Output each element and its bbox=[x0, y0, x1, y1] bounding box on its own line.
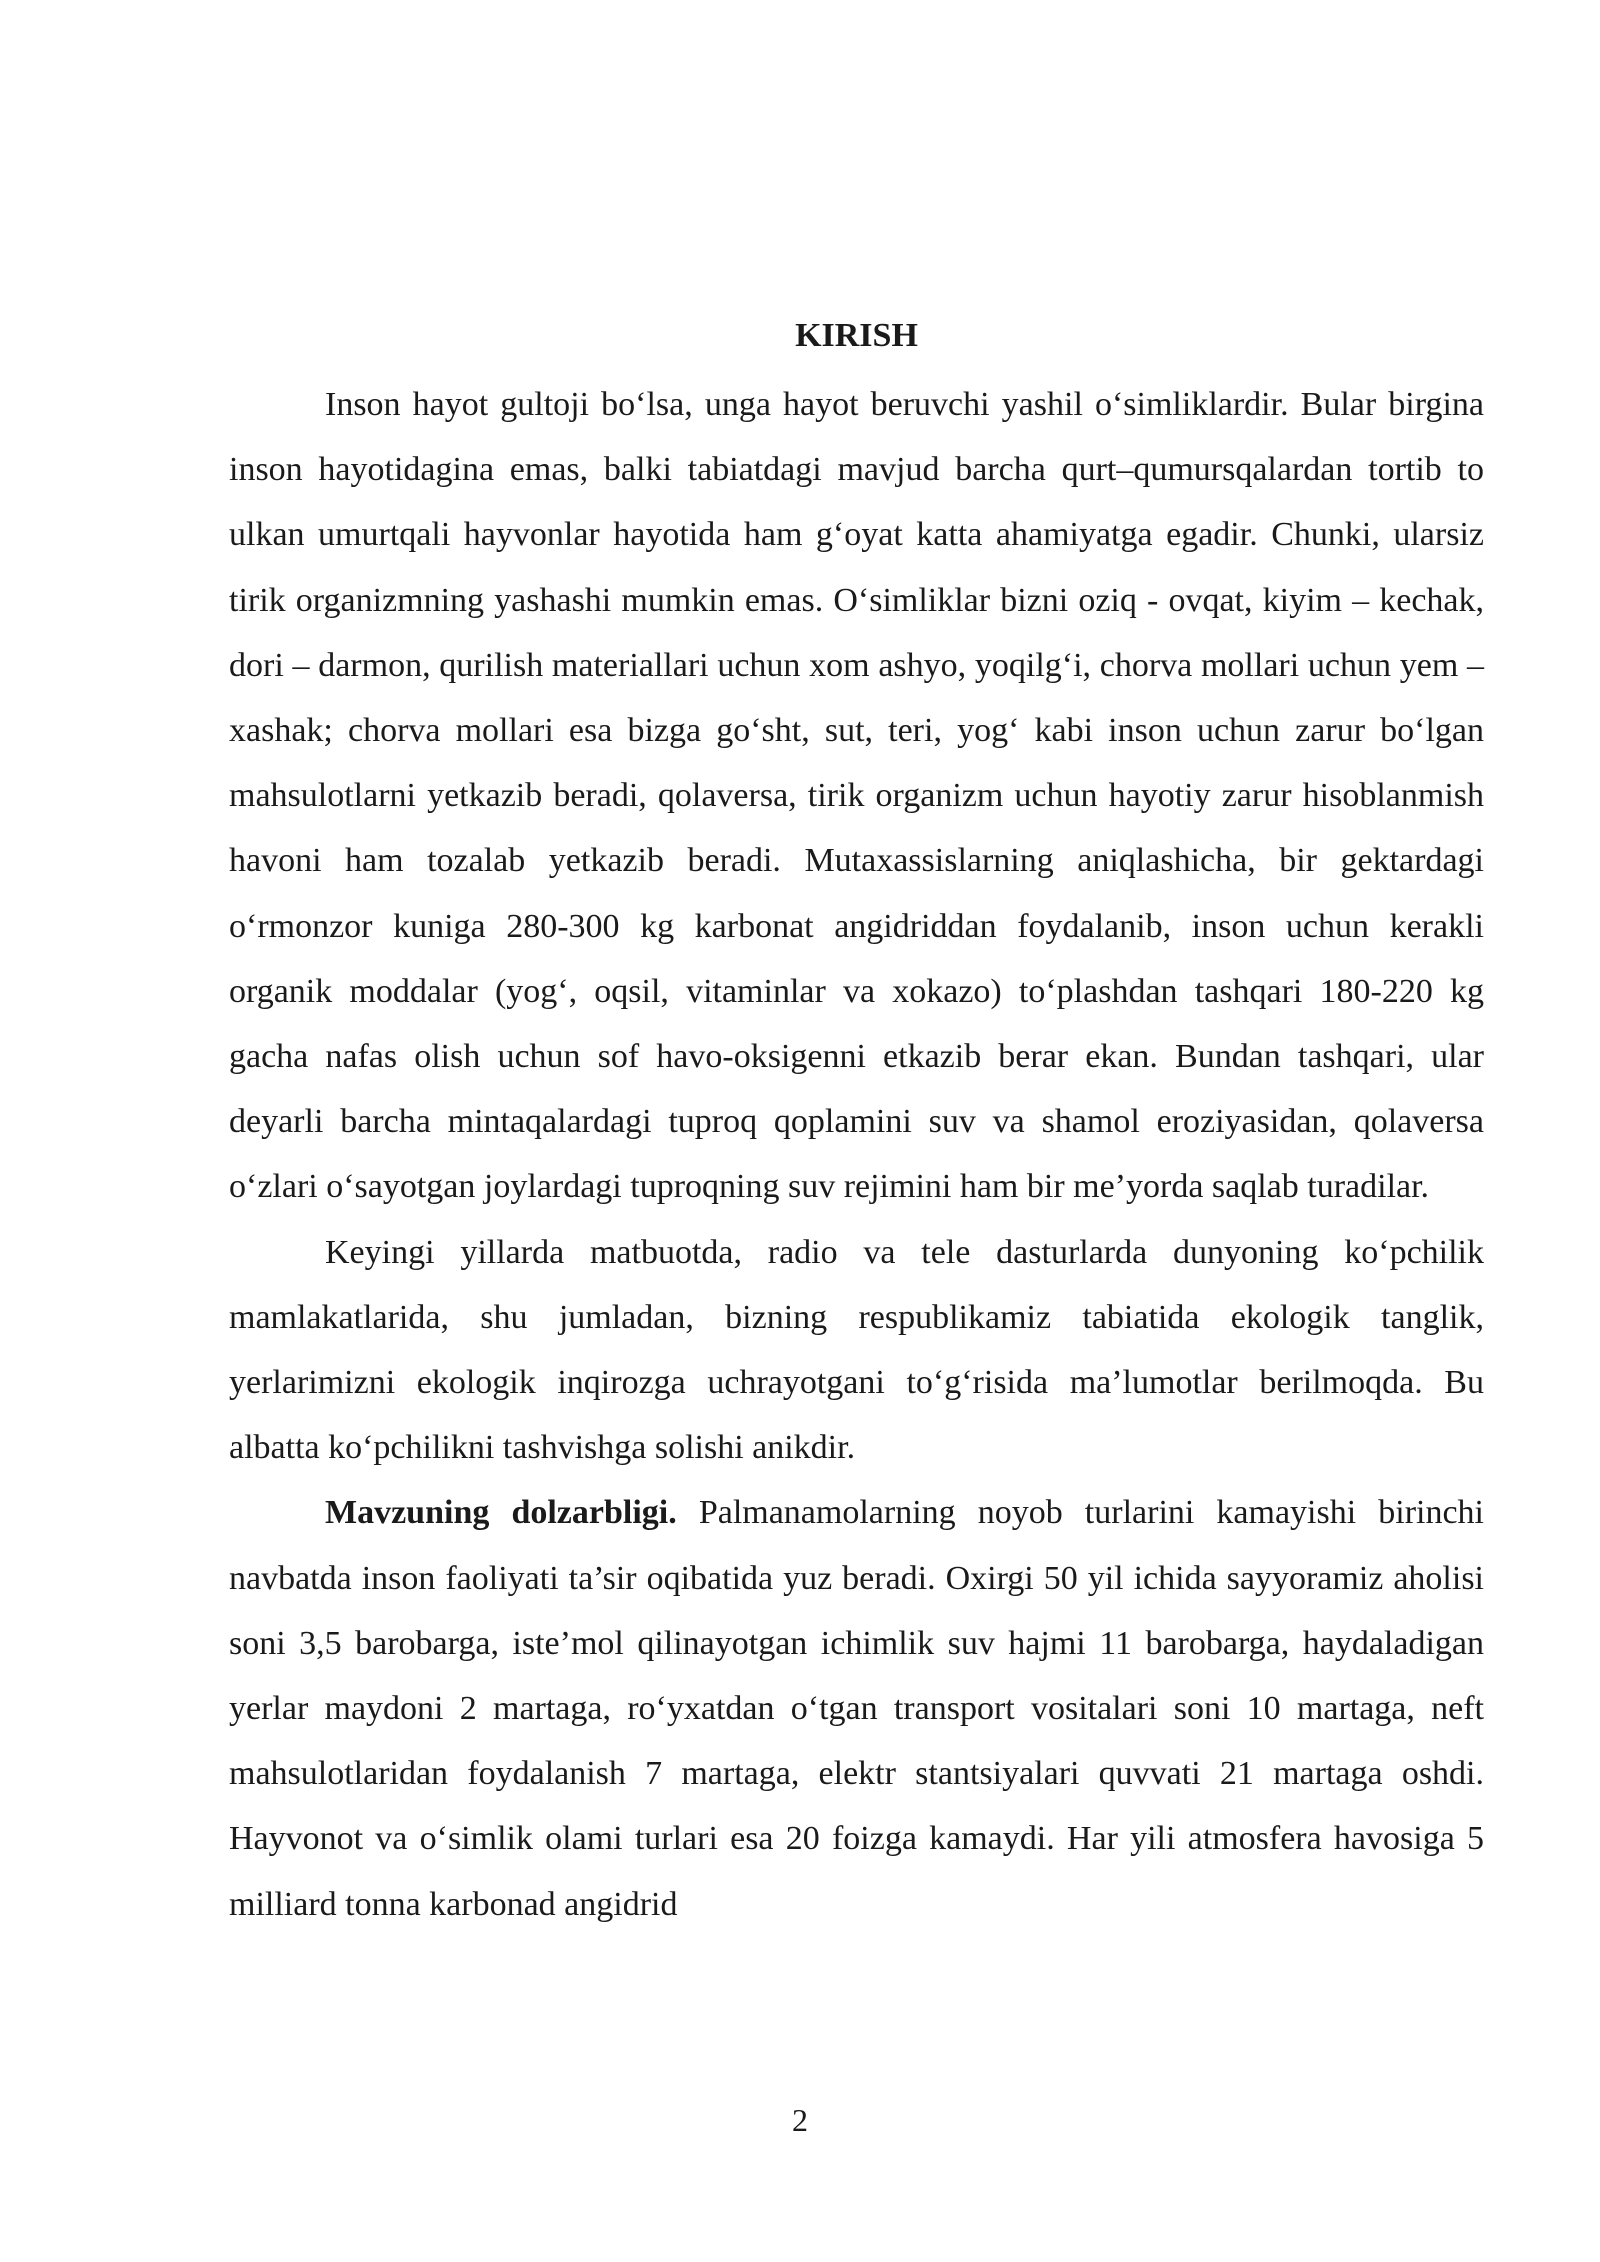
paragraph-intro bbox=[229, 372, 1484, 1220]
paragraph-text: Keyingi yillarda matbuotda, radio va tele dasturlarda dunyoning ko‘pchilik mamlakatlarida, shu jumladan, bizning respublikamiz tabiatida ekologik tanglik, yerlarimizni ekologik inqirozga uchrayotgani to‘g‘risida ma’lumotlar berilmoqda. Bu albatta ko‘pchilikni tashvishga solishi anikdir. bbox=[229, 1233, 1484, 1467]
paragraph-ecology bbox=[229, 1220, 1484, 1481]
section-heading: KIRISH bbox=[795, 317, 918, 354]
page-body bbox=[229, 308, 1484, 1937]
paragraph-text: Palmanamolarning noyob turlarini kamayishi birinchi navbatda inson faoliyati ta’sir oqibatida yuz beradi. Oxirgi 50 yil ichida sayyoramiz aholisi soni 3,5 barobarga, iste’mol qilinayotgan ichimlik suv hajmi 11 barobarga, haydaladigan yerlar maydoni 2 martaga, ro‘yxatdan o‘tgan transport vositalari soni 10 martaga, neft mahsulotlaridan foydalanish 7 martaga, elektr stantsiyalari quvvati 21 martaga oshdi. Hayvonot va o‘simlik olami turlari esa 20 foizga kamaydi. Har yili atmosfera havosiga 5 milliard tonna karbonad angidrid bbox=[229, 1494, 1485, 1923]
paragraph-text: Inson hayot gultoji bo‘lsa, unga hayot beruvchi yashil o‘simliklardir. Bular birgina inson hayotidagina emas, balki tabiatdagi mavjud barcha qurt–qumursqalardan tortib to ulkan umurtqali hayvonlar hayotida ham g‘oyat katta ahamiyatga egadir. Chunki, ularsiz tirik organizmning yashashi mumkin emas. O‘simliklar bizni oziq - ovqat, kiyim – kechak, dori – darmon, qurilish materiallari uchun xom ashyo, yoqilg‘i, chorva mollari uchun yem – xashak; chorva mollari esa bizga go‘sht, sut, teri, yog‘ kabi inson uchun zarur bo‘lgan mahsulotlarni yetkazib beradi, qolaversa, tirik organizm uchun hayotiy zarur hisoblanmish havoni ham tozalab yetkazib beradi. Mutaxassislarning aniqlashicha, bir gektardagi o‘rmonzor kuniga 280-300 kg karbonat angidriddan foydalanib, inson uchun kerakli organik moddalar (yog‘, oqsil, vitaminlar va xokazo) to‘plashdan tashqari 180-220 kg gacha nafas olish uchun sof havo-oksigenni etkazib berar ekan. Bundan tashqari, ular deyarli barcha mintaqalardagi tuproq qoplamini suv va shamol eroziyasidan, qolaversa o‘zlari o‘sayotgan joylardagi tuproqning suv rejimini ham bir me’yorda saqlab turadilar. bbox=[229, 386, 1484, 1206]
paragraph-lead: Mavzuning dolzarbligi. bbox=[325, 1494, 677, 1532]
paragraph-relevance bbox=[229, 1480, 1484, 1936]
page-number: 2 bbox=[792, 2102, 808, 2138]
